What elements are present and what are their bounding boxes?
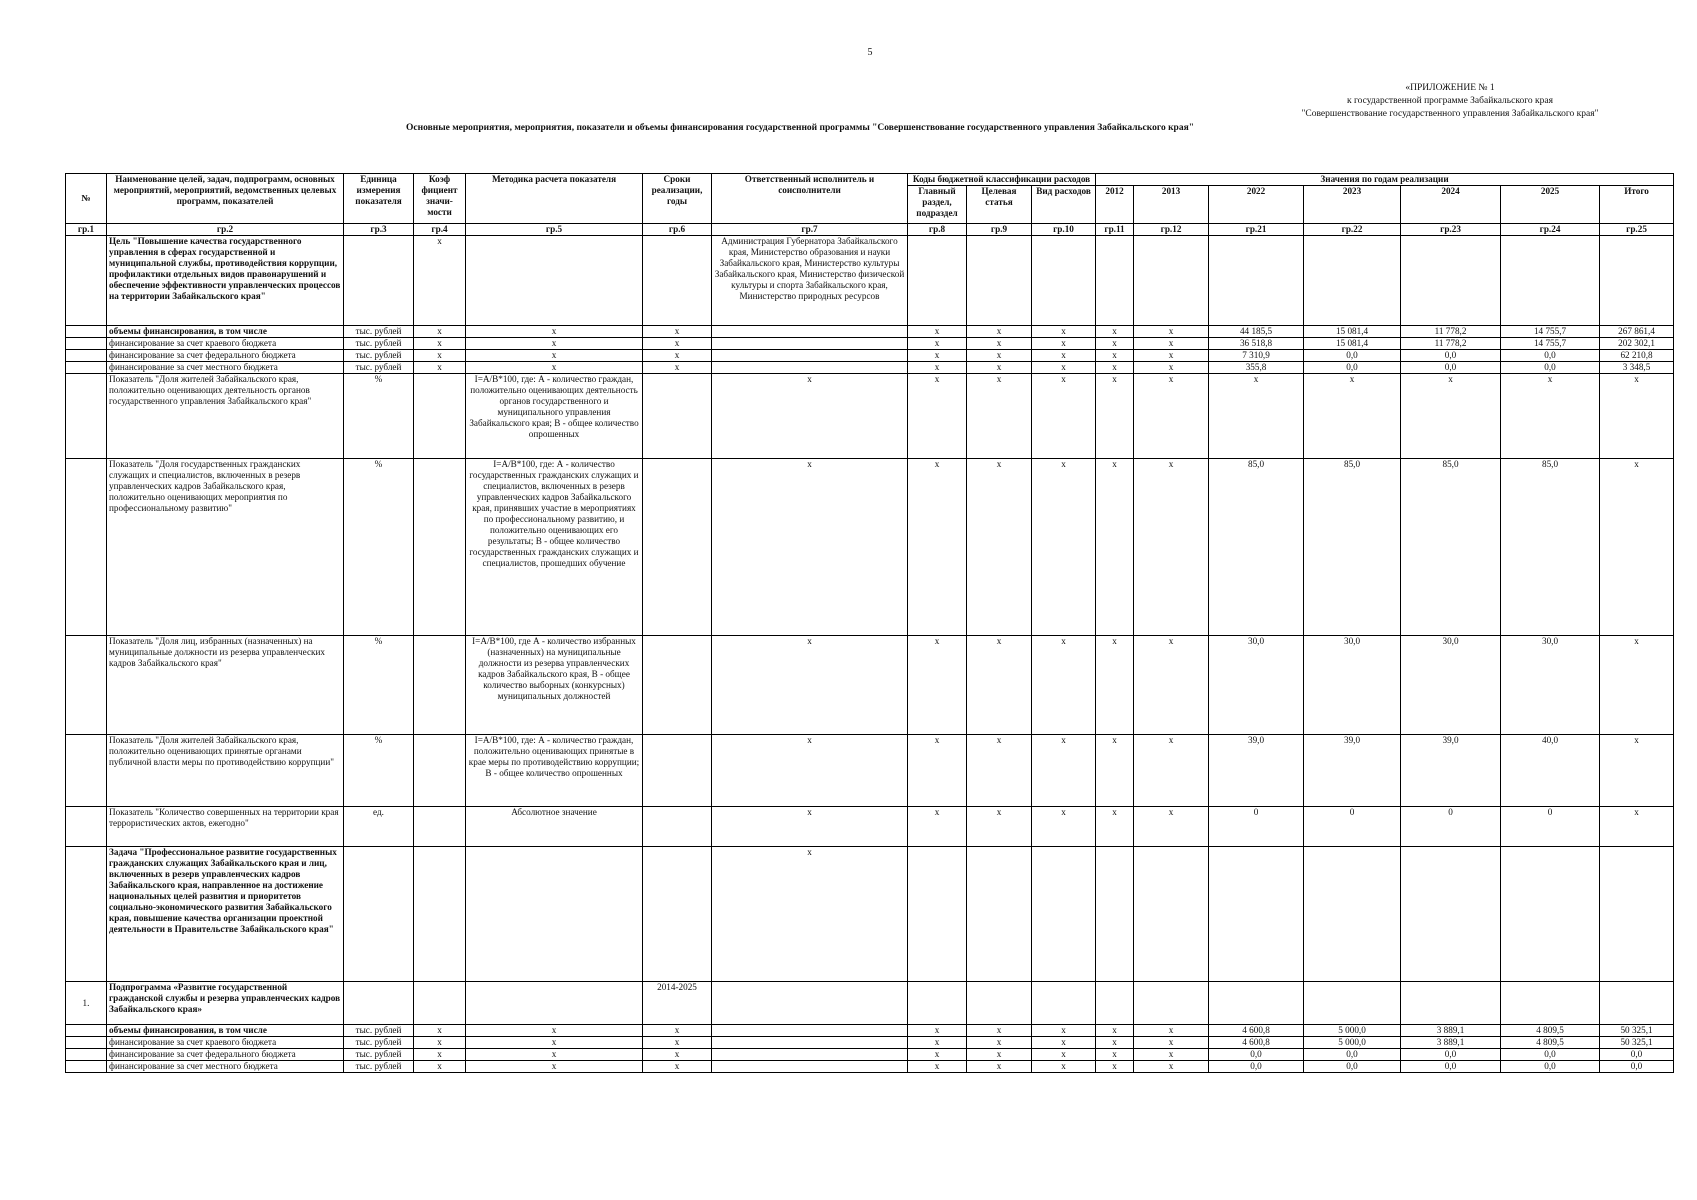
indicator-kbk-type: х (1032, 735, 1096, 807)
header-year-2024: 2024 (1401, 186, 1501, 224)
financing-row (66, 1025, 1674, 1037)
indicator-responsible: х (712, 735, 908, 807)
goal-no (66, 236, 107, 326)
indicator-name: Показатель "Доля жителей Забайкальского края, положительно оценивающих деятельность органов государственного управления Забайкальского края" (107, 374, 344, 459)
page-number: 5 (867, 47, 873, 58)
indicator-2023: 85,0 (1304, 459, 1401, 636)
financing-2013: х (1134, 1025, 1209, 1037)
indicator-unit: % (344, 459, 414, 636)
financing-2013: х (1134, 338, 1209, 350)
financing-kbk-type: х (1032, 1061, 1096, 1073)
financing-2022: 355,8 (1209, 362, 1304, 374)
indicator-total: х (1600, 636, 1674, 735)
goal-unit (344, 236, 414, 326)
financing-coef: х (414, 338, 466, 350)
financing-kbk-target: х (967, 1037, 1032, 1049)
task-responsible: х (712, 847, 908, 982)
indicator-kbk-target: х (967, 735, 1032, 807)
indicator-2025: х (1501, 374, 1600, 459)
header-row-1 (66, 174, 1674, 186)
financing-2012: х (1096, 350, 1134, 362)
financing-2012: х (1096, 1049, 1134, 1061)
column-numbers-row (66, 224, 1674, 236)
header-year-2022: 2022 (1209, 186, 1304, 224)
task-name: Задача "Профессиональное развитие государственных гражданских служащих Забайкальского края и лиц, включенных в резерв управленческих кадров Забайкальского края, направленное на достижение национальных целей развития и приоритетов социально-экономического развития Забайкальского края, повышение качества организации проектной деятельности в Правительстве Забайкальского края" (107, 847, 344, 982)
gr-label: гр.21 (1209, 224, 1304, 236)
indicator-kbk-main: х (908, 459, 967, 636)
subprogram-terms: 2014-2025 (643, 982, 712, 1025)
header-kbk-group: Коды бюджетной классификации расходов (908, 174, 1096, 186)
financing-2023: 5 000,0 (1304, 1025, 1401, 1037)
indicator-name: Показатель "Доля жителей Забайкальского края, положительно оценивающих принятые органами публичной власти меры по противодействию коррупции" (107, 735, 344, 807)
indicator-2012: х (1096, 459, 1134, 636)
financing-kbk-type: х (1032, 350, 1096, 362)
gr-label: гр.23 (1401, 224, 1501, 236)
financing-name: финансирование за счет краевого бюджета (107, 338, 344, 350)
indicator-2023: 0 (1304, 807, 1401, 847)
financing-kbk-target: х (967, 1025, 1032, 1037)
header-year-2025: 2025 (1501, 186, 1600, 224)
indicator-2012: х (1096, 735, 1134, 807)
financing-kbk-main: х (908, 1037, 967, 1049)
financing-method: х (466, 326, 643, 338)
financing-total: 50 325,1 (1600, 1037, 1674, 1049)
indicator-responsible: х (712, 459, 908, 636)
financing-terms: х (643, 1049, 712, 1061)
indicator-total: х (1600, 374, 1674, 459)
indicator-2023: 39,0 (1304, 735, 1401, 807)
indicator-2024: 85,0 (1401, 459, 1501, 636)
financing-2024: 0,0 (1401, 350, 1501, 362)
financing-2013: х (1134, 326, 1209, 338)
financing-2022: 44 185,5 (1209, 326, 1304, 338)
financing-total: 50 325,1 (1600, 1025, 1674, 1037)
gr-label: гр.5 (466, 224, 643, 236)
financing-2023: 0,0 (1304, 350, 1401, 362)
indicator-2022: 30,0 (1209, 636, 1304, 735)
financing-coef: х (414, 1037, 466, 1049)
indicator-kbk-target: х (967, 807, 1032, 847)
indicator-2023: 30,0 (1304, 636, 1401, 735)
indicator-2013: х (1134, 636, 1209, 735)
financing-2024: 0,0 (1401, 362, 1501, 374)
financing-2025: 0,0 (1501, 362, 1600, 374)
goal-coef: х (414, 236, 466, 326)
indicator-2013: х (1134, 807, 1209, 847)
financing-2022: 36 518,8 (1209, 338, 1304, 350)
indicator-unit: % (344, 735, 414, 807)
financing-method: х (466, 350, 643, 362)
indicator-name: Показатель "Доля государственных гражданских служащих и специалистов, включенных в резерв управленческих кадров Забайкальского края, положительно оценивающих мероприятия по профессиональному развитию" (107, 459, 344, 636)
indicator-method: Абсолютное значение (466, 807, 643, 847)
financing-2022: 0,0 (1209, 1061, 1304, 1073)
indicator-unit: ед. (344, 807, 414, 847)
financing-kbk-target: х (967, 338, 1032, 350)
financing-method: х (466, 1025, 643, 1037)
header-kbk-type: Вид расходов (1032, 186, 1096, 224)
gr-label: гр.11 (1096, 224, 1134, 236)
financing-2023: 15 081,4 (1304, 326, 1401, 338)
indicator-total: х (1600, 807, 1674, 847)
financing-2012: х (1096, 362, 1134, 374)
financing-row (66, 326, 1674, 338)
financing-2013: х (1134, 1049, 1209, 1061)
goal-method (466, 236, 643, 326)
subprogram-name: Подпрограмма «Развитие государственной гражданской службы и резерва управленческих кадров Забайкальского края» (107, 982, 344, 1025)
header-name: Наименование целей, задач, подпрограмм, основных мероприятий, мероприятий, ведомственных целевых программ, показателей (107, 174, 344, 224)
indicator-kbk-type: х (1032, 807, 1096, 847)
document-title: Основные мероприятия, мероприятия, показатели и объемы финансирования государственной программы "Совершенствование государственного управления Забайкальского края" (406, 123, 1194, 133)
header-coef: Коэф фициент значи- мости (414, 174, 466, 224)
financing-row (66, 1049, 1674, 1061)
financing-row (66, 1037, 1674, 1049)
financing-2013: х (1134, 362, 1209, 374)
financing-name: финансирование за счет федерального бюджета (107, 350, 344, 362)
indicator-responsible: х (712, 374, 908, 459)
financing-kbk-main: х (908, 1061, 967, 1073)
gr-label: гр.4 (414, 224, 466, 236)
financing-2012: х (1096, 326, 1134, 338)
financing-table (65, 173, 1674, 1073)
goal-name: Цель "Повышение качества государственного управления в сферах государственной и муниципальной службы, противодействия коррупции, профилактики отдельных видов правонарушений и обеспечение эффективности управленческих процессов на территории Забайкальского края" (107, 236, 344, 326)
financing-kbk-target: х (967, 362, 1032, 374)
financing-coef: х (414, 362, 466, 374)
financing-unit: тыс. рублей (344, 1025, 414, 1037)
indicator-2025: 85,0 (1501, 459, 1600, 636)
header-responsible: Ответственный исполнитель и соисполнители (712, 174, 908, 224)
goal-terms (643, 236, 712, 326)
header-method: Методика расчета показателя (466, 174, 643, 224)
header-no: № (66, 174, 107, 224)
gr-label: гр.1 (66, 224, 107, 236)
financing-terms: х (643, 338, 712, 350)
financing-kbk-target: х (967, 1049, 1032, 1061)
indicator-name: Показатель "Количество совершенных на территории края террористических актов, ежегодно" (107, 807, 344, 847)
financing-2025: 4 809,5 (1501, 1037, 1600, 1049)
indicator-kbk-type: х (1032, 374, 1096, 459)
indicator-row (66, 807, 1674, 847)
financing-2024: 11 778,2 (1401, 338, 1501, 350)
financing-terms: х (643, 1037, 712, 1049)
indicator-row (66, 636, 1674, 735)
appendix-line-1: «ПРИЛОЖЕНИЕ № 1 (1405, 83, 1495, 93)
financing-2022: 7 310,9 (1209, 350, 1304, 362)
financing-coef: х (414, 326, 466, 338)
gr-label: гр.9 (967, 224, 1032, 236)
financing-terms: х (643, 326, 712, 338)
financing-2013: х (1134, 1061, 1209, 1073)
financing-2025: 0,0 (1501, 350, 1600, 362)
financing-kbk-type: х (1032, 338, 1096, 350)
subprogram-no: 1. (66, 982, 107, 1025)
financing-kbk-type: х (1032, 362, 1096, 374)
financing-method: х (466, 362, 643, 374)
financing-terms: х (643, 1061, 712, 1073)
financing-2024: 0,0 (1401, 1061, 1501, 1073)
financing-2025: 0,0 (1501, 1049, 1600, 1061)
financing-2024: 3 889,1 (1401, 1025, 1501, 1037)
gr-label: гр.6 (643, 224, 712, 236)
indicator-method: I=A/B*100, где А - количество избранных (назначенных) на муниципальные должности из резерва управленческих кадров Забайкальского края, В - общее количество выборных (конкурсных) муниципальных должностей (466, 636, 643, 735)
gr-label: гр.10 (1032, 224, 1096, 236)
financing-name: финансирование за счет краевого бюджета (107, 1037, 344, 1049)
indicator-kbk-target: х (967, 374, 1032, 459)
financing-kbk-target: х (967, 326, 1032, 338)
indicator-kbk-target: х (967, 636, 1032, 735)
financing-unit: тыс. рублей (344, 338, 414, 350)
header-kbk-main: Главный раздел, подраздел (908, 186, 967, 224)
financing-terms: х (643, 1025, 712, 1037)
indicator-method: I=A/B*100, где: А - количество государственных гражданских служащих и специалистов, включенных в резерв управленческих кадров Забайкальского края, принявших участие в мероприятиях по профессиональному развитию, и положительно оценивающих его результаты; В - общее количество государственных гражданских служащих и специалистов, прошедших обучение (466, 459, 643, 636)
financing-2012: х (1096, 1061, 1134, 1073)
financing-2023: 15 081,4 (1304, 338, 1401, 350)
indicator-2024: 0 (1401, 807, 1501, 847)
financing-unit: тыс. рублей (344, 1037, 414, 1049)
gr-label: гр.3 (344, 224, 414, 236)
gr-label: гр.24 (1501, 224, 1600, 236)
indicator-2025: 30,0 (1501, 636, 1600, 735)
financing-kbk-target: х (967, 1061, 1032, 1073)
indicator-kbk-type: х (1032, 459, 1096, 636)
financing-2025: 14 755,7 (1501, 326, 1600, 338)
financing-name: финансирование за счет местного бюджета (107, 362, 344, 374)
financing-total: 267 861,4 (1600, 326, 1674, 338)
financing-terms: х (643, 350, 712, 362)
financing-2025: 14 755,7 (1501, 338, 1600, 350)
indicator-kbk-main: х (908, 807, 967, 847)
indicator-method: I=A/B*100, где: А - количество граждан, положительно оценивающих деятельность органов государственного и муниципального управления Забайкальского края; В - общее количество опрошенных (466, 374, 643, 459)
appendix-line-2: к государственной программе Забайкальского края (1347, 96, 1553, 106)
header-years-group: Значения по годам реализации (1096, 174, 1674, 186)
indicator-2024: 39,0 (1401, 735, 1501, 807)
goal-responsible: Администрация Губернатора Забайкальского края, Министерство образования и науки Забайкальского края, Министерство культуры Забайкальского края, Министерство физической культуры и спорта Забайкальского края, Министерство природных ресурсов (712, 236, 908, 326)
indicator-row (66, 735, 1674, 807)
financing-coef: х (414, 1025, 466, 1037)
financing-kbk-main: х (908, 362, 967, 374)
financing-2025: 4 809,5 (1501, 1025, 1600, 1037)
financing-2025: 0,0 (1501, 1061, 1600, 1073)
financing-name: финансирование за счет местного бюджета (107, 1061, 344, 1073)
indicator-2013: х (1134, 459, 1209, 636)
financing-row (66, 1061, 1674, 1073)
gr-label: гр.12 (1134, 224, 1209, 236)
financing-2022: 0,0 (1209, 1049, 1304, 1061)
indicator-responsible: х (712, 807, 908, 847)
indicator-kbk-target: х (967, 459, 1032, 636)
header-unit: Единица измерения показателя (344, 174, 414, 224)
indicator-row (66, 459, 1674, 636)
header-year-2012: 2012 (1096, 186, 1134, 224)
indicator-unit: % (344, 374, 414, 459)
financing-total: 62 210,8 (1600, 350, 1674, 362)
subprogram-row (66, 982, 1674, 1025)
indicator-2013: х (1134, 735, 1209, 807)
financing-2022: 4 600,8 (1209, 1025, 1304, 1037)
financing-2024: 0,0 (1401, 1049, 1501, 1061)
financing-total: 0,0 (1600, 1061, 1674, 1073)
indicator-total: х (1600, 735, 1674, 807)
financing-method: х (466, 338, 643, 350)
indicator-2024: 30,0 (1401, 636, 1501, 735)
financing-method: х (466, 1037, 643, 1049)
financing-2012: х (1096, 338, 1134, 350)
appendix-header (1280, 82, 1620, 121)
indicator-responsible: х (712, 636, 908, 735)
task-row (66, 847, 1674, 982)
financing-2023: 0,0 (1304, 362, 1401, 374)
indicator-2022: 85,0 (1209, 459, 1304, 636)
financing-total: 0,0 (1600, 1049, 1674, 1061)
gr-label: гр.22 (1304, 224, 1401, 236)
financing-row (66, 350, 1674, 362)
financing-2013: х (1134, 1037, 1209, 1049)
financing-total: 202 302,1 (1600, 338, 1674, 350)
indicator-kbk-main: х (908, 374, 967, 459)
financing-kbk-main: х (908, 338, 967, 350)
financing-2023: 0,0 (1304, 1061, 1401, 1073)
indicator-2025: 0 (1501, 807, 1600, 847)
indicator-unit: % (344, 636, 414, 735)
gr-label: гр.2 (107, 224, 344, 236)
financing-kbk-target: х (967, 350, 1032, 362)
indicator-2024: х (1401, 374, 1501, 459)
financing-name: объемы финансирования, в том числе (107, 326, 344, 338)
gr-label: гр.25 (1600, 224, 1674, 236)
indicator-2013: х (1134, 374, 1209, 459)
indicator-2023: х (1304, 374, 1401, 459)
indicator-kbk-main: х (908, 636, 967, 735)
financing-coef: х (414, 1061, 466, 1073)
financing-2012: х (1096, 1037, 1134, 1049)
header-year-2013: 2013 (1134, 186, 1209, 224)
header-kbk-target: Целевая статья (967, 186, 1032, 224)
financing-name: финансирование за счет федерального бюджета (107, 1049, 344, 1061)
financing-total: 3 348,5 (1600, 362, 1674, 374)
goal-row (66, 236, 1674, 326)
financing-unit: тыс. рублей (344, 350, 414, 362)
financing-kbk-main: х (908, 1049, 967, 1061)
header-year-2023: 2023 (1304, 186, 1401, 224)
header-terms: Сроки реализации, годы (643, 174, 712, 224)
financing-kbk-main: х (908, 1025, 967, 1037)
gr-label: гр.7 (712, 224, 908, 236)
indicator-row (66, 374, 1674, 459)
financing-method: х (466, 1049, 643, 1061)
header-total: Итого (1600, 186, 1674, 224)
indicator-2022: 39,0 (1209, 735, 1304, 807)
indicator-name: Показатель "Доля лиц, избранных (назначенных) на муниципальные должности из резерва управленческих кадров Забайкальского края" (107, 636, 344, 735)
financing-kbk-type: х (1032, 1049, 1096, 1061)
gr-label: гр.8 (908, 224, 967, 236)
financing-name: объемы финансирования, в том числе (107, 1025, 344, 1037)
financing-2023: 0,0 (1304, 1049, 1401, 1061)
financing-kbk-type: х (1032, 326, 1096, 338)
indicator-2022: х (1209, 374, 1304, 459)
indicator-total: х (1600, 459, 1674, 636)
financing-2013: х (1134, 350, 1209, 362)
indicator-method: I=A/B*100, где: А - количество граждан, положительно оценивающих принятые в крае меры по противодействию коррупции; В - общее количество опрошенных (466, 735, 643, 807)
financing-terms: х (643, 362, 712, 374)
financing-unit: тыс. рублей (344, 326, 414, 338)
financing-2012: х (1096, 1025, 1134, 1037)
financing-2024: 3 889,1 (1401, 1037, 1501, 1049)
financing-row (66, 338, 1674, 350)
financing-2024: 11 778,2 (1401, 326, 1501, 338)
indicator-2012: х (1096, 374, 1134, 459)
indicator-2012: х (1096, 807, 1134, 847)
indicator-kbk-main: х (908, 735, 967, 807)
financing-unit: тыс. рублей (344, 1049, 414, 1061)
indicator-2012: х (1096, 636, 1134, 735)
financing-kbk-main: х (908, 350, 967, 362)
financing-coef: х (414, 1049, 466, 1061)
financing-method: х (466, 1061, 643, 1073)
financing-kbk-type: х (1032, 1037, 1096, 1049)
indicator-kbk-type: х (1032, 636, 1096, 735)
financing-kbk-type: х (1032, 1025, 1096, 1037)
appendix-line-3: "Совершенствование государственного управления Забайкальского края" (1301, 109, 1599, 119)
financing-kbk-main: х (908, 326, 967, 338)
financing-2023: 5 000,0 (1304, 1037, 1401, 1049)
indicator-2022: 0 (1209, 807, 1304, 847)
financing-coef: х (414, 350, 466, 362)
indicator-2025: 40,0 (1501, 735, 1600, 807)
financing-row (66, 362, 1674, 374)
financing-unit: тыс. рублей (344, 362, 414, 374)
financing-unit: тыс. рублей (344, 1061, 414, 1073)
financing-2022: 4 600,8 (1209, 1037, 1304, 1049)
